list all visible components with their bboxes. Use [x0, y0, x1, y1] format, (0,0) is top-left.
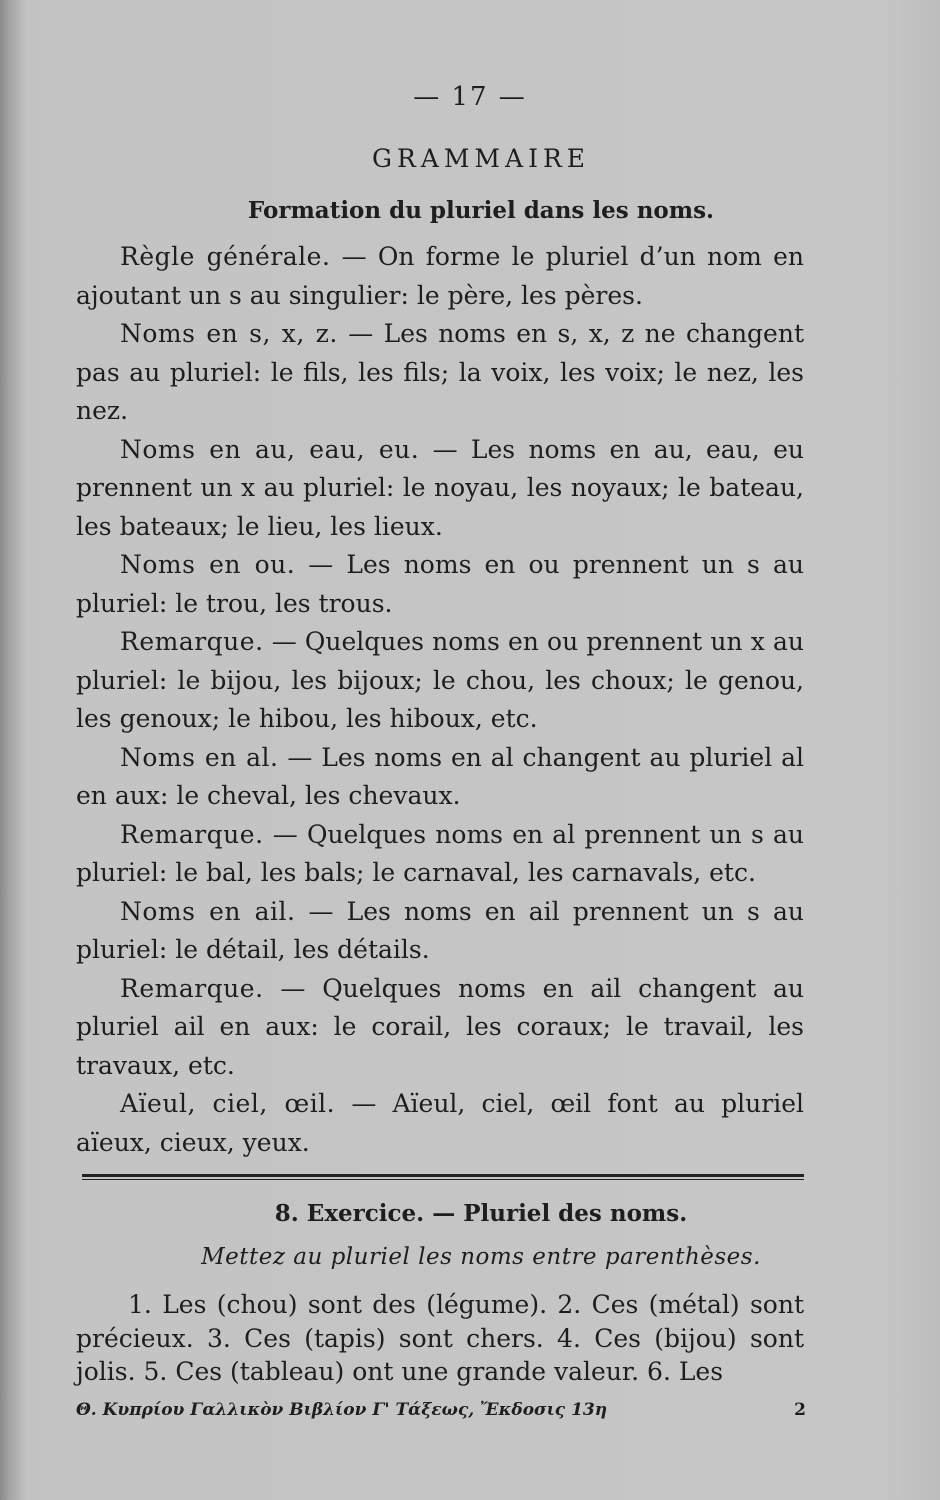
rule-label: Noms en s, x, z. — [120, 319, 338, 348]
rule-label: Noms en al. — [120, 742, 279, 772]
exercise-body — [76, 1288, 804, 1389]
exercise-text: 1. Les (chou) sont des (légume). 2. Ces (métal) sont précieux. 3. Ces (tapis) sont chers. 4. Ces (bijou) sont jolis. 5. Ces (tableau) ont une grande valeur. 6. Les — [76, 1290, 804, 1386]
rule-label: Remarque. — [120, 819, 264, 849]
rule-body: — Les noms en s, x, z ne changent pas au pluriel: le fils, les fils; la voix, les voix; le nez, les nez. — [76, 319, 804, 425]
rule-body: — Les noms en ou prennent un s au pluriel: le trou, les trous. — [76, 550, 804, 618]
section-divider — [82, 1174, 804, 1180]
exercise-title: 8. Exercice. — Pluriel des noms. — [274, 1200, 688, 1227]
grammar-rules — [76, 238, 804, 1162]
rule-label: Règle générale. — [120, 242, 331, 271]
rule-paragraph — [76, 893, 804, 970]
rule-body: — Aïeul, ciel, œil font au pluriel aïeux, cieux, yeux. — [76, 1089, 804, 1157]
rule-label: Aïeul, ciel, œil. — [120, 1089, 336, 1118]
rule-paragraph — [76, 1085, 804, 1162]
rule-body: — Quelques noms en al prennent un s au pluriel: le bal, les bals; le carnaval, les carnavals, etc. — [76, 819, 804, 887]
page-footer — [76, 1400, 806, 1420]
rule-paragraph — [76, 315, 804, 431]
footer-signature-number: 2 — [794, 1400, 806, 1420]
rule-paragraph — [76, 970, 804, 1086]
page-number: — 17 — — [413, 82, 527, 112]
rule-paragraph — [76, 623, 804, 739]
rule-label: Noms en au, eau, eu. — [120, 434, 420, 464]
rule-paragraph — [76, 431, 804, 547]
rule-label: Remarque. — [120, 973, 264, 1003]
rule-paragraph — [76, 816, 804, 893]
rule-paragraph — [76, 546, 804, 623]
rule-body: — Quelques noms en ail changent au pluriel ail en aux: le corail, les coraux; le travail, les travaux, etc. — [76, 973, 804, 1080]
section-subheading: Formation du pluriel dans les noms. — [247, 197, 715, 224]
rule-body: — On forme le pluriel d’un nom en ajoutant un s au singulier: le père, les pères. — [76, 242, 804, 310]
exercise-instruction: Mettez au pluriel les noms entre parenthèses. — [201, 1244, 761, 1270]
rule-body: — Les noms en ail prennent un s au pluriel: le détail, les détails. — [76, 896, 804, 964]
rule-body: — Quelques noms en ou prennent un x au pluriel: le bijou, les bijoux; le chou, les choux; le genou, les genoux; le hibou, les hiboux, etc. — [76, 627, 804, 733]
rule-body: — Les noms en al changent au pluriel al en aux: le cheval, les chevaux. — [76, 742, 804, 810]
footer-book-title: Θ. Κυπρίου Γαλλικὸν Βιβλίον Γ' Τάξεως, Ἔκδοσις 13η — [76, 1400, 608, 1420]
rule-label: Noms en ail. — [120, 896, 296, 926]
rule-label: Remarque. — [120, 627, 264, 656]
section-heading: GRAMMAIRE — [371, 144, 591, 173]
rule-label: Noms en ou. — [120, 550, 296, 579]
rule-body: — Les noms en au, eau, eu prennent un x au pluriel: le noyau, les noyaux; le bateau, les bateaux; le lieu, les lieux. — [76, 434, 804, 541]
rule-paragraph — [76, 739, 804, 816]
rule-paragraph — [76, 238, 804, 315]
